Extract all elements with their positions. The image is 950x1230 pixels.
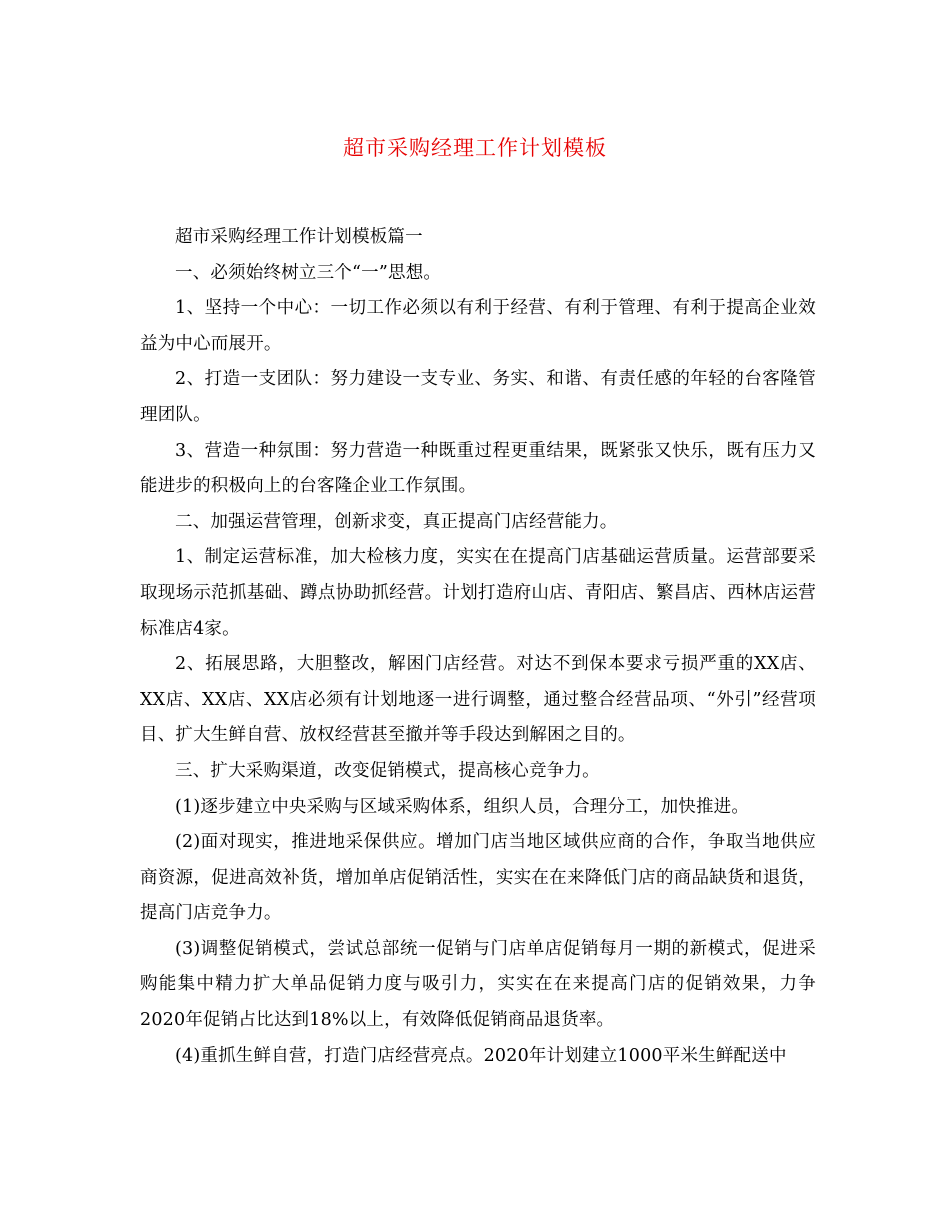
paragraph: 二、加强运营管理，创新求变，真正提高门店经营能力。 bbox=[175, 511, 618, 532]
paragraph: (3)调整促销模式，尝试总部统一促销与门店单店促销每月一期的新模式，促进采购能集中精力扩大单品促销力度与吸引力，实实在在来提高门店的促销效果，力争2020年促销占比达到18%以上，有效降低促销商品退货率。 bbox=[140, 938, 816, 1031]
document-title: 超市采购经理工作计划模板 bbox=[343, 136, 607, 160]
section-heading: 超市采购经理工作计划模板篇一 bbox=[175, 227, 423, 247]
paragraph: (2)面对现实，推进地采保供应。增加门店当地区域供应商的合作，争取当地供应商资源，促进高效补货，增加单店促销活性，实实在在来降低门店的商品缺货和退货，提高门店竞争力。 bbox=[140, 832, 816, 924]
paragraph: 1、坚持一个中心：一切工作必须以有利于经营、有利于管理、有利于提高企业效益为中心而展开。 bbox=[140, 298, 816, 354]
paragraph: 一、必须始终树立三个“一”思想。 bbox=[175, 262, 442, 283]
paragraph: (4)重抓生鲜自营，打造门店经营亮点。2020年计划建立1000平米生鲜配送中 bbox=[175, 1045, 787, 1066]
paragraph: 3、营造一种氛围：努力营造一种既重过程更重结果，既紧张又快乐，既有压力又能进步的积极向上的台客隆企业工作氛围。 bbox=[140, 440, 816, 497]
paragraph: 三、扩大采购渠道，改变促销模式，提高核心竞争力。 bbox=[175, 760, 600, 781]
paragraph: 2、打造一支团队：努力建设一支专业、务实、和谐、有责任感的年轻的台客隆管理团队。 bbox=[140, 369, 816, 425]
paragraph: 1、制定运营标准，加大检核力度，实实在在提高门店基础运营质量。运营部要采取现场示范抓基础、蹲点协助抓经营。计划打造府山店、青阳店、繁昌店、西林店运营标准店4家。 bbox=[140, 547, 816, 639]
document-body bbox=[140, 220, 816, 1074]
paragraph: (1)逐步建立中央采购与区域采购体系，组织人员，合理分工，加快推进。 bbox=[175, 796, 750, 817]
paragraph: 2、拓展思路，大胆整改，解困门店经营。对达不到保本要求亏损严重的XX店、XX店、XX店、XX店必须有计划地逐一进行调整，通过整合经营品项、“外引”经营项目、扩大生鲜自营、放权经营甚至撤并等手段达到解困之目的。 bbox=[140, 654, 816, 746]
